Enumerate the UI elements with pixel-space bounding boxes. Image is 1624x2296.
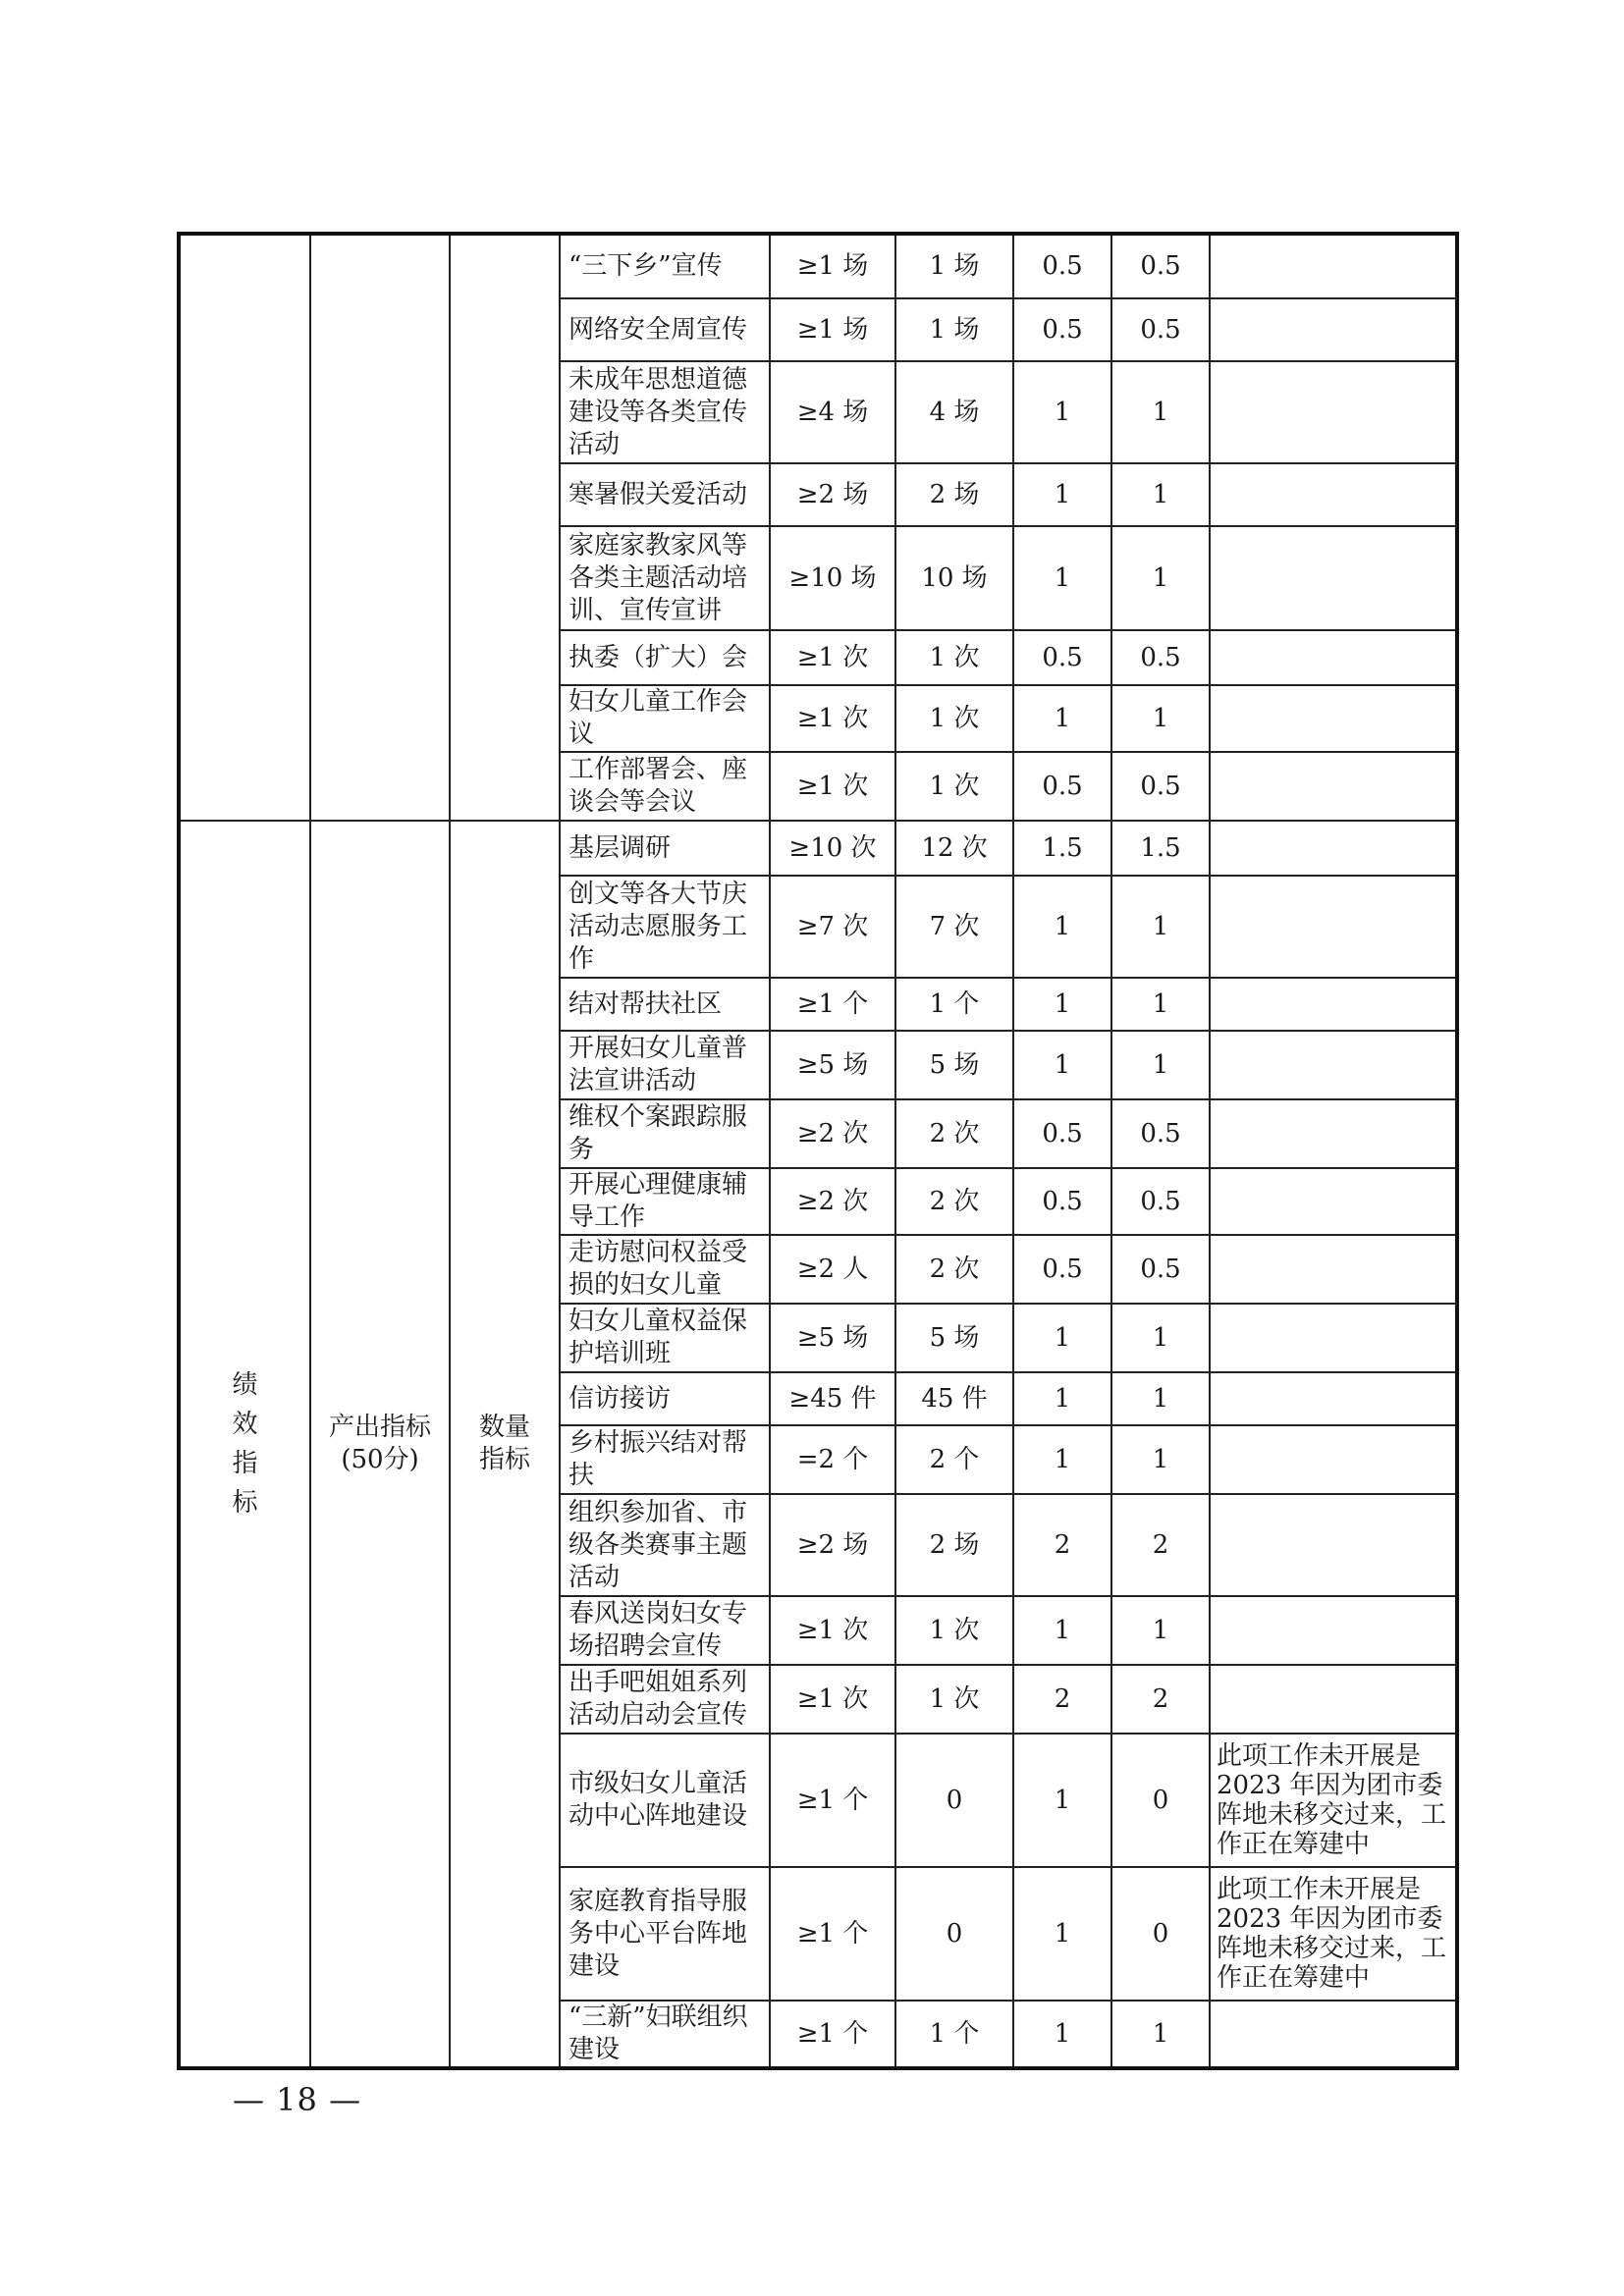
score-value: 0.5 bbox=[1111, 1099, 1210, 1168]
indicator-name: 春风送岗妇女专场招聘会宣传 bbox=[560, 1596, 770, 1665]
note-cell bbox=[1210, 1031, 1457, 1099]
target-value: ≥1 次 bbox=[770, 1596, 895, 1665]
target-value: ≥1 次 bbox=[770, 685, 895, 752]
actual-value: 2 个 bbox=[895, 1425, 1013, 1494]
level2-cell bbox=[310, 821, 450, 2068]
note-cell: 此项工作未开展是2023 年因为团市委阵地未移交过来，工作正在筹建中 bbox=[1210, 1734, 1457, 1867]
score-value: 1 bbox=[1111, 2001, 1210, 2068]
score-value: 1 bbox=[1111, 1304, 1210, 1372]
note-cell bbox=[1210, 630, 1457, 685]
weight-value: 1 bbox=[1013, 1596, 1111, 1665]
target-value: ≥1 次 bbox=[770, 1665, 895, 1734]
target-value: ≥1 次 bbox=[770, 752, 895, 821]
actual-value: 2 次 bbox=[895, 1235, 1013, 1304]
note-cell bbox=[1210, 876, 1457, 978]
weight-value: 1 bbox=[1013, 526, 1111, 630]
score-value: 1 bbox=[1111, 1425, 1210, 1494]
weight-value: 2 bbox=[1013, 1665, 1111, 1734]
score-value: 0 bbox=[1111, 1867, 1210, 2001]
target-value: ≥1 场 bbox=[770, 298, 895, 361]
weight-value: 0.5 bbox=[1013, 630, 1111, 685]
weight-value: 0.5 bbox=[1013, 234, 1111, 298]
score-value: 0.5 bbox=[1111, 752, 1210, 821]
weight-value: 0.5 bbox=[1013, 1235, 1111, 1304]
indicator-name: 信访接访 bbox=[560, 1372, 770, 1425]
weight-value: 2 bbox=[1013, 1494, 1111, 1596]
score-value: 1 bbox=[1111, 1596, 1210, 1665]
target-value: ≥4 场 bbox=[770, 361, 895, 463]
indicator-name: 未成年思想道德建设等各类宣传活动 bbox=[560, 361, 770, 463]
note-cell bbox=[1210, 978, 1457, 1031]
actual-value: 2 次 bbox=[895, 1099, 1013, 1168]
level2-label: 产出指标 bbox=[328, 1413, 431, 1442]
actual-value: 2 场 bbox=[895, 463, 1013, 526]
indicator-name: 开展心理健康辅导工作 bbox=[560, 1168, 770, 1235]
weight-value: 1 bbox=[1013, 1734, 1111, 1867]
weight-value: 1 bbox=[1013, 1867, 1111, 2001]
weight-value: 0.5 bbox=[1013, 298, 1111, 361]
actual-value: 1 次 bbox=[895, 1665, 1013, 1734]
indicator-name: “三下乡”宣传 bbox=[560, 234, 770, 298]
weight-value: 1.5 bbox=[1013, 821, 1111, 876]
score-value: 0 bbox=[1111, 1734, 1210, 1867]
score-value: 1 bbox=[1111, 526, 1210, 630]
weight-value: 1 bbox=[1013, 978, 1111, 1031]
weight-value: 1 bbox=[1013, 361, 1111, 463]
level1-cell-continued bbox=[179, 234, 310, 821]
indicator-name: 执委（扩大）会 bbox=[560, 630, 770, 685]
indicator-name: 市级妇女儿童活动中心阵地建设 bbox=[560, 1734, 770, 1867]
actual-value: 4 场 bbox=[895, 361, 1013, 463]
level3-cell-continued bbox=[450, 234, 560, 821]
actual-value: 10 场 bbox=[895, 526, 1013, 630]
actual-value: 0 bbox=[895, 1734, 1013, 1867]
performance-table bbox=[177, 232, 1459, 2070]
actual-value: 7 次 bbox=[895, 876, 1013, 978]
weight-value: 1 bbox=[1013, 1425, 1111, 1494]
level3-label: 数量指标 bbox=[478, 1413, 530, 1474]
actual-value: 1 场 bbox=[895, 298, 1013, 361]
indicator-name: 组织参加省、市级各类赛事主题活动 bbox=[560, 1494, 770, 1596]
target-value: ≥2 人 bbox=[770, 1235, 895, 1304]
score-value: 1 bbox=[1111, 1031, 1210, 1099]
score-value: 0.5 bbox=[1111, 1168, 1210, 1235]
score-value: 0.5 bbox=[1111, 630, 1210, 685]
page-number: — 18 — bbox=[233, 2081, 362, 2118]
score-value: 1.5 bbox=[1111, 821, 1210, 876]
score-value: 1 bbox=[1111, 1372, 1210, 1425]
actual-value: 1 个 bbox=[895, 2001, 1013, 2068]
target-value: ≥2 次 bbox=[770, 1168, 895, 1235]
weight-value: 0.5 bbox=[1013, 1168, 1111, 1235]
note-cell bbox=[1210, 821, 1457, 876]
note-cell bbox=[1210, 1494, 1457, 1596]
note-cell bbox=[1210, 1372, 1457, 1425]
note-cell bbox=[1210, 526, 1457, 630]
score-value: 0.5 bbox=[1111, 298, 1210, 361]
indicator-name: 网络安全周宣传 bbox=[560, 298, 770, 361]
weight-value: 1 bbox=[1013, 463, 1111, 526]
level2-score: (50分) bbox=[341, 1445, 419, 1474]
target-value: ≥7 次 bbox=[770, 876, 895, 978]
note-cell bbox=[1210, 1304, 1457, 1372]
level2-cell-continued bbox=[310, 234, 450, 821]
target-value: ≥5 场 bbox=[770, 1031, 895, 1099]
weight-value: 0.5 bbox=[1013, 1099, 1111, 1168]
weight-value: 1 bbox=[1013, 1031, 1111, 1099]
actual-value: 45 件 bbox=[895, 1372, 1013, 1425]
note-cell: 此项工作未开展是2023 年因为团市委阵地未移交过来，工作正在筹建中 bbox=[1210, 1867, 1457, 2001]
indicator-name: 妇女儿童工作会议 bbox=[560, 685, 770, 752]
indicator-name: 妇女儿童权益保护培训班 bbox=[560, 1304, 770, 1372]
target-value: ≥1 个 bbox=[770, 978, 895, 1031]
target-value: ≥2 次 bbox=[770, 1099, 895, 1168]
target-value: ≥2 场 bbox=[770, 463, 895, 526]
note-cell bbox=[1210, 463, 1457, 526]
indicator-name: 创文等各大节庆活动志愿服务工作 bbox=[560, 876, 770, 978]
note-cell bbox=[1210, 361, 1457, 463]
note-cell bbox=[1210, 1665, 1457, 1734]
note-cell bbox=[1210, 1168, 1457, 1235]
note-cell bbox=[1210, 2001, 1457, 2068]
target-value: ≥1 次 bbox=[770, 630, 895, 685]
note-cell bbox=[1210, 1425, 1457, 1494]
score-value: 0.5 bbox=[1111, 234, 1210, 298]
indicator-name: 维权个案跟踪服务 bbox=[560, 1099, 770, 1168]
actual-value: 1 次 bbox=[895, 685, 1013, 752]
score-value: 1 bbox=[1111, 978, 1210, 1031]
actual-value: 2 场 bbox=[895, 1494, 1013, 1596]
weight-value: 1 bbox=[1013, 1304, 1111, 1372]
score-value: 2 bbox=[1111, 1494, 1210, 1596]
target-value: ≥1 个 bbox=[770, 2001, 895, 2068]
level1-label: 绩效指标 bbox=[232, 1370, 258, 1518]
indicator-name: 工作部署会、座谈会等会议 bbox=[560, 752, 770, 821]
note-cell bbox=[1210, 685, 1457, 752]
indicator-name: 寒暑假关爱活动 bbox=[560, 463, 770, 526]
target-value: ≥10 场 bbox=[770, 526, 895, 630]
weight-value: 1 bbox=[1013, 1372, 1111, 1425]
note-cell bbox=[1210, 1099, 1457, 1168]
target-value: ≥45 件 bbox=[770, 1372, 895, 1425]
score-value: 1 bbox=[1111, 876, 1210, 978]
actual-value: 5 场 bbox=[895, 1031, 1013, 1099]
table-row bbox=[179, 821, 1457, 876]
note-cell bbox=[1210, 298, 1457, 361]
target-value: ≥5 场 bbox=[770, 1304, 895, 1372]
indicator-name: 走访慰问权益受损的妇女儿童 bbox=[560, 1235, 770, 1304]
target-value: ≥1 个 bbox=[770, 1734, 895, 1867]
indicator-name: 出手吧姐姐系列活动启动会宣传 bbox=[560, 1665, 770, 1734]
note-cell bbox=[1210, 1596, 1457, 1665]
weight-value: 1 bbox=[1013, 876, 1111, 978]
target-value: =2 个 bbox=[770, 1425, 895, 1494]
actual-value: 0 bbox=[895, 1867, 1013, 2001]
score-value: 1 bbox=[1111, 463, 1210, 526]
indicator-name: 家庭家教家风等各类主题活动培训、宣传宣讲 bbox=[560, 526, 770, 630]
actual-value: 1 场 bbox=[895, 234, 1013, 298]
weight-value: 1 bbox=[1013, 685, 1111, 752]
score-value: 1 bbox=[1111, 685, 1210, 752]
score-value: 0.5 bbox=[1111, 1235, 1210, 1304]
indicator-name: 乡村振兴结对帮扶 bbox=[560, 1425, 770, 1494]
indicator-name: 开展妇女儿童普法宣讲活动 bbox=[560, 1031, 770, 1099]
indicator-name: 家庭教育指导服务中心平台阵地建设 bbox=[560, 1867, 770, 2001]
target-value: ≥1 场 bbox=[770, 234, 895, 298]
note-cell bbox=[1210, 1235, 1457, 1304]
actual-value: 1 次 bbox=[895, 752, 1013, 821]
actual-value: 5 场 bbox=[895, 1304, 1013, 1372]
indicator-name: 结对帮扶社区 bbox=[560, 978, 770, 1031]
target-value: ≥1 个 bbox=[770, 1867, 895, 2001]
level1-cell bbox=[179, 821, 310, 2068]
actual-value: 2 次 bbox=[895, 1168, 1013, 1235]
target-value: ≥2 场 bbox=[770, 1494, 895, 1596]
level3-cell bbox=[450, 821, 560, 2068]
note-cell bbox=[1210, 752, 1457, 821]
actual-value: 1 次 bbox=[895, 1596, 1013, 1665]
table-row bbox=[179, 234, 1457, 298]
note-cell bbox=[1210, 234, 1457, 298]
target-value: ≥10 次 bbox=[770, 821, 895, 876]
actual-value: 1 次 bbox=[895, 630, 1013, 685]
weight-value: 1 bbox=[1013, 2001, 1111, 2068]
score-value: 2 bbox=[1111, 1665, 1210, 1734]
actual-value: 1 个 bbox=[895, 978, 1013, 1031]
weight-value: 0.5 bbox=[1013, 752, 1111, 821]
actual-value: 12 次 bbox=[895, 821, 1013, 876]
indicator-name: 基层调研 bbox=[560, 821, 770, 876]
score-value: 1 bbox=[1111, 361, 1210, 463]
indicator-name: “三新”妇联组织建设 bbox=[560, 2001, 770, 2068]
